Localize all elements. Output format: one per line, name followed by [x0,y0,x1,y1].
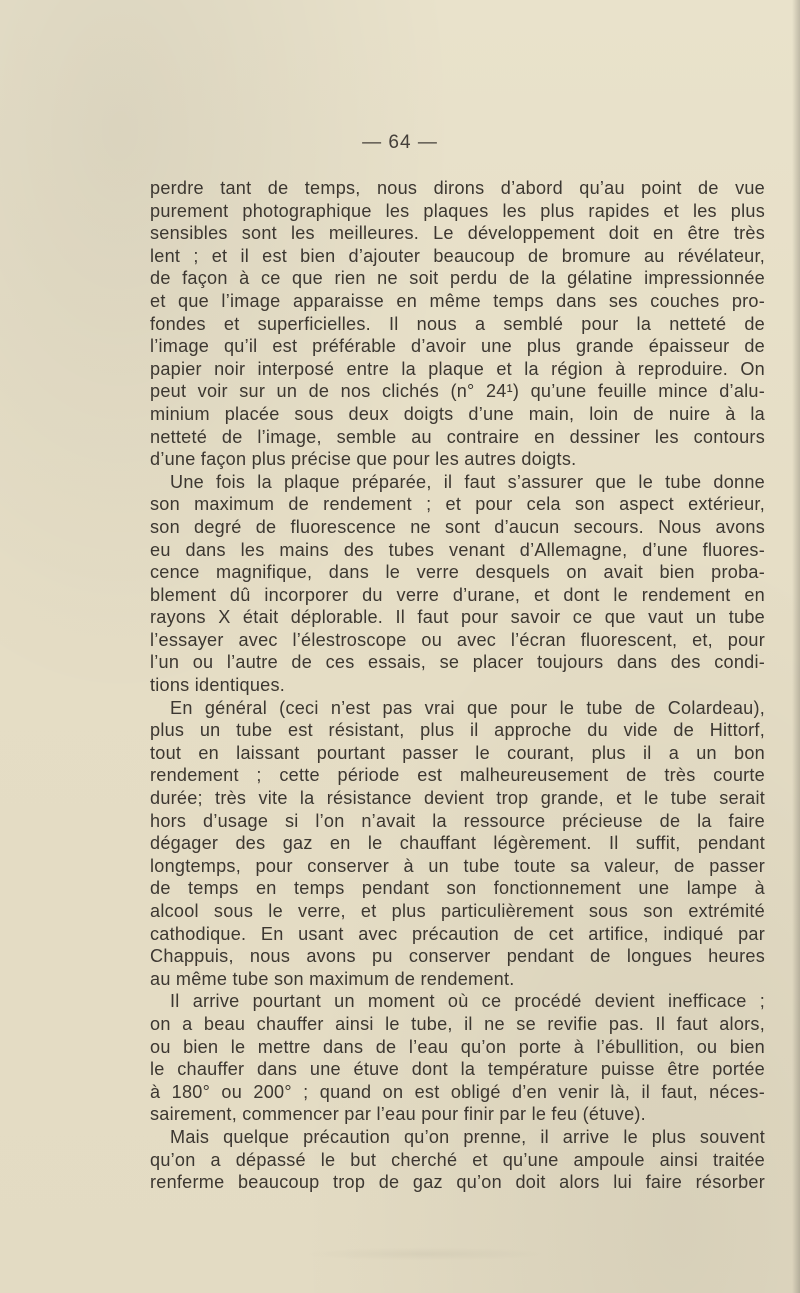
text-line: rendement ; cette période est malheureusement de très courte [150,765,765,786]
paragraph-4 [150,990,765,1126]
text-line: ou bien le mettre dans de l’eau qu’on porte à l’ébullition, ou bien [150,1036,765,1057]
paragraph-3 [150,697,765,991]
text-line: hors d’usage si l’on n’avait la ressource précieuse de la faire [150,810,765,831]
text-line: et que l’image apparaisse en même temps dans ses couches pro- [150,290,765,311]
text-line: eu dans les mains des tubes venant d’Allemagne, d’une fluores- [150,539,765,560]
text-line: de temps en temps pendant son fonctionnement une lampe à [150,878,765,899]
text-line: qu’on a dépassé le but cherché et qu’une ampoule ainsi traitée [150,1149,765,1170]
text-line: cathodique. En usant avec précaution de cet artifice, indiqué par [150,923,765,944]
paper-smudge [300,1247,550,1261]
text-line: l’image qu’il est préférable d’avoir une plus grande épaisseur de [150,336,765,357]
page-number: — 64 — [362,132,438,153]
text-line: sensibles sont les meilleures. Le développement doit en être très [150,223,765,244]
text-line: renferme beaucoup trop de gaz qu’on doit alors lui faire résorber [150,1172,765,1193]
text-line: l’un ou l’autre de ces essais, se placer toujours dans des condi- [150,652,765,673]
text-line: Une fois la plaque préparée, il faut s’assurer que le tube donne [170,471,765,492]
text-line: le chauffer dans une étuve dont la température puisse être portée [150,1059,765,1080]
text-line: plus un tube est résistant, plus il approche du vide de Hittorf, [150,720,765,741]
text-line: En général (ceci n’est pas vrai que pour le tube de Colardeau), [170,697,765,718]
text-line: peut voir sur un de nos clichés (n° 24¹) qu’une feuille mince d’alu- [150,381,765,402]
text-line: purement photographique les plaques les plus rapides et les plus [150,200,765,221]
text-line: fondes et superficielles. Il nous a semblé pour la netteté de [150,313,765,334]
text-line: longtemps, pour conserver à un tube toute sa valeur, de passer [150,855,765,876]
text-line: tout en laissant pourtant passer le courant, plus il a un bon [150,742,765,763]
text-line: on a beau chauffer ainsi le tube, il ne se revifie pas. Il faut alors, [150,1013,765,1034]
text-line: perdre tant de temps, nous dirons d’abord qu’au point de vue [150,178,765,198]
text-line: alcool sous le verre, et plus particulièrement sous son extrémité [150,901,765,921]
text-line: Chappuis, nous avons pu conserver pendant de longues heures [150,946,765,967]
text-line: à 180° ou 200° ; quand on est obligé d’en venir là, il faut, néces- [150,1081,765,1102]
text-line: lent ; et il est bien d’ajouter beaucoup de bromure au révélateur, [150,245,765,266]
text-line: son degré de fluorescence ne sont d’aucun secours. Nous avons [150,516,765,537]
text-line: Mais quelque précaution qu’on prenne, il arrive le plus souvent [170,1126,765,1147]
text-line: de façon à ce que rien ne soit perdu de la gélatine impressionnée [150,268,765,289]
text-line: durée; très vite la résistance devient trop grande, et le tube serait [150,788,765,809]
text-line: Il arrive pourtant un moment où ce procédé devient inefficace ; [170,991,765,1012]
text-line: cence magnifique, dans le verre desquels on avait bien proba- [150,562,765,583]
text-line: au même tube son maximum de rendement. [150,968,515,989]
paragraph-5 [150,1126,765,1194]
page-edge-shadow [792,0,800,1293]
text-line: d’une façon plus précise que pour les autres doigts. [150,449,577,470]
text-line: netteté de l’image, semble au contraire en dessiner les contours [150,426,765,447]
text-line: minium placée sous deux doigts d’une main, loin de nuire à la [150,403,765,424]
text-line: son maximum de rendement ; et pour cela son aspect extérieur, [150,494,765,515]
text-line: rayons X était déplorable. Il faut pour savoir ce que vaut un tube [150,607,765,628]
text-line: tions identiques. [150,675,286,696]
paragraph-1 [150,177,765,471]
text-line: dégager des gaz en le chauffant légèrement. Il suffit, pendant [150,833,765,854]
main-text [150,177,765,1194]
text-line: l’essayer avec l’élestroscope ou avec l’écran fluorescent, et, pour [150,629,765,650]
paragraph-2 [150,471,765,697]
text-line: papier noir interposé entre la plaque et la région à reproduire. On [150,358,765,379]
text-line: blement dû incorporer du verre d’urane, et dont le rendement en [150,584,765,605]
text-line: sairement, commencer par l’eau pour finir par le feu (étuve). [150,1104,646,1125]
